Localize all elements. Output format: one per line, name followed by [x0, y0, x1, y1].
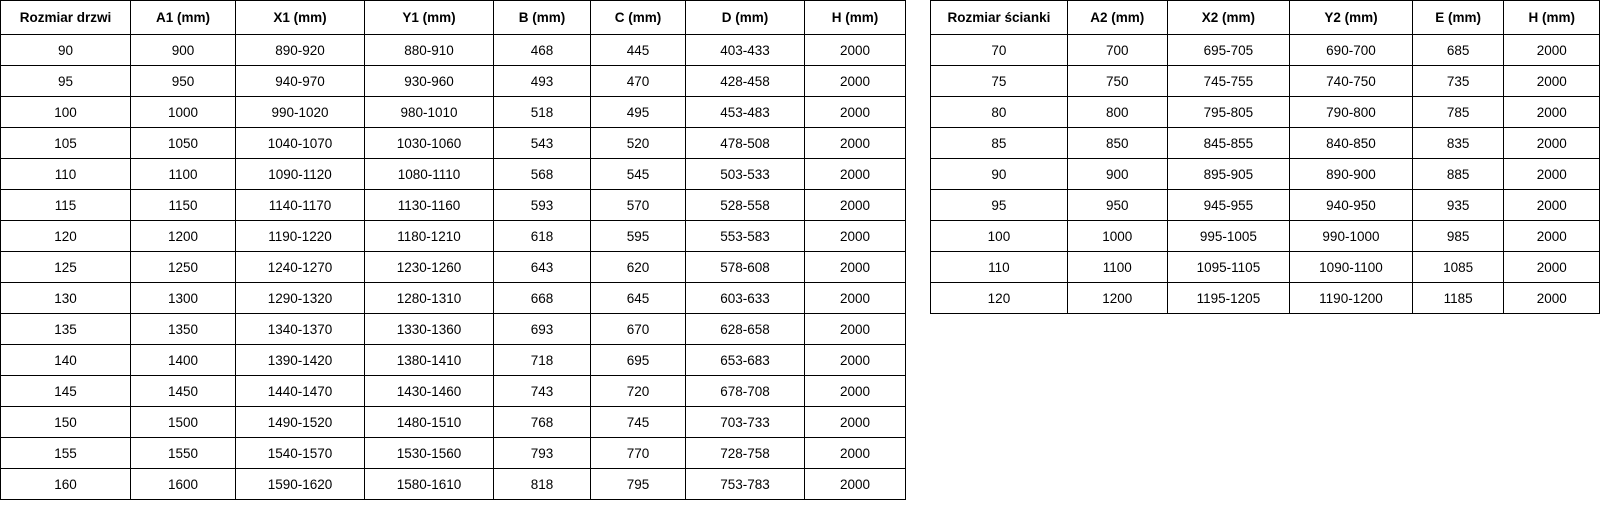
table-header-row [931, 1, 1600, 35]
table-cell: 1190-1220 [236, 221, 365, 252]
table-cell: 1290-1320 [236, 283, 365, 314]
table-cell: 693 [494, 314, 591, 345]
table-cell: 1085 [1412, 252, 1504, 283]
table-cell: 595 [591, 221, 686, 252]
table-cell: 145 [1, 376, 131, 407]
table-cell: 1590-1620 [236, 469, 365, 500]
table-cell: 885 [1412, 159, 1504, 190]
table-cell: 1030-1060 [365, 128, 494, 159]
table-cell: 1195-1205 [1167, 283, 1290, 314]
table-cell: 1000 [1067, 221, 1167, 252]
table-cell: 720 [591, 376, 686, 407]
table-cell: 995-1005 [1167, 221, 1290, 252]
table-row [1, 438, 906, 469]
table-cell: 2000 [805, 97, 906, 128]
table-cell: 593 [494, 190, 591, 221]
table-cell: 160 [1, 469, 131, 500]
table-row [1, 128, 906, 159]
table-cell: 785 [1412, 97, 1504, 128]
table-cell: 150 [1, 407, 131, 438]
table-row [931, 66, 1600, 97]
table-cell: 795 [591, 469, 686, 500]
table-row [1, 190, 906, 221]
table-cell: 1490-1520 [236, 407, 365, 438]
table-cell: 740-750 [1290, 66, 1413, 97]
table-cell: 900 [131, 35, 236, 66]
table-cell: 1350 [131, 314, 236, 345]
table-cell: 2000 [805, 35, 906, 66]
table-cell: 1200 [1067, 283, 1167, 314]
table-cell: 743 [494, 376, 591, 407]
table-cell: 1190-1200 [1290, 283, 1413, 314]
column-header: Y2 (mm) [1290, 1, 1413, 35]
table-cell: 790-800 [1290, 97, 1413, 128]
table-cell: 100 [931, 221, 1068, 252]
table-cell: 1280-1310 [365, 283, 494, 314]
table-cell: 940-950 [1290, 190, 1413, 221]
table-cell: 155 [1, 438, 131, 469]
table-cell: 728-758 [686, 438, 805, 469]
table-cell: 990-1000 [1290, 221, 1413, 252]
table-cell: 1550 [131, 438, 236, 469]
table-cell: 578-608 [686, 252, 805, 283]
table-cell: 1180-1210 [365, 221, 494, 252]
table-cell: 850 [1067, 128, 1167, 159]
table-cell: 1250 [131, 252, 236, 283]
table-cell: 1140-1170 [236, 190, 365, 221]
table-cell: 800 [1067, 97, 1167, 128]
table-cell: 518 [494, 97, 591, 128]
table-cell: 835 [1412, 128, 1504, 159]
table-cell: 125 [1, 252, 131, 283]
table-cell: 603-633 [686, 283, 805, 314]
table-cell: 428-458 [686, 66, 805, 97]
table-cell: 2000 [1504, 221, 1600, 252]
table-cell: 568 [494, 159, 591, 190]
table-row [1, 469, 906, 500]
table-cell: 895-905 [1167, 159, 1290, 190]
table-cell: 495 [591, 97, 686, 128]
table-cell: 453-483 [686, 97, 805, 128]
column-header: H (mm) [1504, 1, 1600, 35]
table-cell: 1440-1470 [236, 376, 365, 407]
table-row [931, 159, 1600, 190]
table-cell: 735 [1412, 66, 1504, 97]
table-row [1, 221, 906, 252]
table-row [1, 97, 906, 128]
table-cell: 543 [494, 128, 591, 159]
table-cell: 2000 [1504, 283, 1600, 314]
table-row [1, 345, 906, 376]
table-row [1, 407, 906, 438]
table-cell: 2000 [805, 345, 906, 376]
table-cell: 620 [591, 252, 686, 283]
table-cell: 695-705 [1167, 35, 1290, 66]
column-header: X2 (mm) [1167, 1, 1290, 35]
table-row [931, 252, 1600, 283]
column-header: A1 (mm) [131, 1, 236, 35]
walls-table-header [931, 1, 1600, 35]
table-cell: 1100 [131, 159, 236, 190]
table-cell: 445 [591, 35, 686, 66]
table-cell: 1390-1420 [236, 345, 365, 376]
table-cell: 880-910 [365, 35, 494, 66]
table-cell: 1580-1610 [365, 469, 494, 500]
table-cell: 1090-1100 [1290, 252, 1413, 283]
table-cell: 950 [1067, 190, 1167, 221]
column-header: Rozmiar ścianki [931, 1, 1068, 35]
doors-table-header [1, 1, 906, 35]
table-cell: 1330-1360 [365, 314, 494, 345]
column-header: Y1 (mm) [365, 1, 494, 35]
table-row [931, 128, 1600, 159]
table-cell: 503-533 [686, 159, 805, 190]
table-cell: 528-558 [686, 190, 805, 221]
table-cell: 618 [494, 221, 591, 252]
table-cell: 2000 [805, 283, 906, 314]
table-row [1, 159, 906, 190]
column-header: A2 (mm) [1067, 1, 1167, 35]
walls-table-body [931, 35, 1600, 314]
table-cell: 100 [1, 97, 131, 128]
table-cell: 985 [1412, 221, 1504, 252]
table-row [1, 283, 906, 314]
table-cell: 1185 [1412, 283, 1504, 314]
table-cell: 745 [591, 407, 686, 438]
table-cell: 940-970 [236, 66, 365, 97]
table-cell: 1240-1270 [236, 252, 365, 283]
table-cell: 1040-1070 [236, 128, 365, 159]
table-cell: 890-900 [1290, 159, 1413, 190]
table-cell: 930-960 [365, 66, 494, 97]
table-cell: 110 [1, 159, 131, 190]
table-cell: 2000 [805, 376, 906, 407]
table-cell: 2000 [805, 221, 906, 252]
table-cell: 768 [494, 407, 591, 438]
table-cell: 90 [931, 159, 1068, 190]
table-cell: 990-1020 [236, 97, 365, 128]
table-cell: 1150 [131, 190, 236, 221]
table-cell: 628-658 [686, 314, 805, 345]
table-row [931, 283, 1600, 314]
table-cell: 890-920 [236, 35, 365, 66]
table-cell: 1340-1370 [236, 314, 365, 345]
table-cell: 110 [931, 252, 1068, 283]
table-cell: 1000 [131, 97, 236, 128]
table-cell: 745-755 [1167, 66, 1290, 97]
table-cell: 1080-1110 [365, 159, 494, 190]
table-cell: 2000 [805, 190, 906, 221]
table-cell: 935 [1412, 190, 1504, 221]
table-cell: 2000 [805, 159, 906, 190]
table-cell: 1300 [131, 283, 236, 314]
table-cell: 2000 [1504, 190, 1600, 221]
table-cell: 695 [591, 345, 686, 376]
walls-dimensions-table [930, 0, 1600, 314]
table-cell: 1530-1560 [365, 438, 494, 469]
table-cell: 1200 [131, 221, 236, 252]
table-cell: 478-508 [686, 128, 805, 159]
table-cell: 653-683 [686, 345, 805, 376]
table-cell: 840-850 [1290, 128, 1413, 159]
table-cell: 793 [494, 438, 591, 469]
table-row [1, 252, 906, 283]
table-cell: 2000 [805, 438, 906, 469]
table-header-row [1, 1, 906, 35]
column-header: E (mm) [1412, 1, 1504, 35]
table-cell: 718 [494, 345, 591, 376]
table-cell: 945-955 [1167, 190, 1290, 221]
table-cell: 553-583 [686, 221, 805, 252]
table-cell: 818 [494, 469, 591, 500]
table-cell: 1400 [131, 345, 236, 376]
table-cell: 753-783 [686, 469, 805, 500]
doors-table-body [1, 35, 906, 500]
table-cell: 140 [1, 345, 131, 376]
table-cell: 2000 [1504, 159, 1600, 190]
table-cell: 2000 [805, 252, 906, 283]
column-header: B (mm) [494, 1, 591, 35]
column-header: D (mm) [686, 1, 805, 35]
table-cell: 2000 [1504, 97, 1600, 128]
table-cell: 1090-1120 [236, 159, 365, 190]
table-cell: 80 [931, 97, 1068, 128]
table-cell: 750 [1067, 66, 1167, 97]
table-cell: 690-700 [1290, 35, 1413, 66]
table-cell: 2000 [805, 66, 906, 97]
table-cell: 1430-1460 [365, 376, 494, 407]
table-row [931, 97, 1600, 128]
table-cell: 520 [591, 128, 686, 159]
table-cell: 75 [931, 66, 1068, 97]
table-cell: 700 [1067, 35, 1167, 66]
table-cell: 545 [591, 159, 686, 190]
table-cell: 1540-1570 [236, 438, 365, 469]
table-cell: 493 [494, 66, 591, 97]
table-cell: 685 [1412, 35, 1504, 66]
table-cell: 135 [1, 314, 131, 345]
column-header: H (mm) [805, 1, 906, 35]
table-row [1, 376, 906, 407]
table-cell: 1130-1160 [365, 190, 494, 221]
table-cell: 643 [494, 252, 591, 283]
table-cell: 2000 [1504, 66, 1600, 97]
column-header: X1 (mm) [236, 1, 365, 35]
table-cell: 668 [494, 283, 591, 314]
table-cell: 670 [591, 314, 686, 345]
table-cell: 120 [1, 221, 131, 252]
table-cell: 470 [591, 66, 686, 97]
table-row [1, 66, 906, 97]
table-cell: 1480-1510 [365, 407, 494, 438]
table-cell: 1050 [131, 128, 236, 159]
table-cell: 95 [1, 66, 131, 97]
table-row [1, 35, 906, 66]
table-cell: 1380-1410 [365, 345, 494, 376]
table-cell: 2000 [805, 314, 906, 345]
table-cell: 2000 [805, 128, 906, 159]
column-header: C (mm) [591, 1, 686, 35]
table-cell: 2000 [1504, 35, 1600, 66]
table-cell: 795-805 [1167, 97, 1290, 128]
table-cell: 2000 [805, 469, 906, 500]
table-cell: 770 [591, 438, 686, 469]
table-cell: 703-733 [686, 407, 805, 438]
table-cell: 403-433 [686, 35, 805, 66]
table-cell: 678-708 [686, 376, 805, 407]
table-cell: 845-855 [1167, 128, 1290, 159]
table-row [931, 35, 1600, 66]
table-cell: 1095-1105 [1167, 252, 1290, 283]
table-cell: 1500 [131, 407, 236, 438]
table-cell: 85 [931, 128, 1068, 159]
table-cell: 90 [1, 35, 131, 66]
table-cell: 130 [1, 283, 131, 314]
table-cell: 645 [591, 283, 686, 314]
table-cell: 1230-1260 [365, 252, 494, 283]
table-row [931, 221, 1600, 252]
table-cell: 1100 [1067, 252, 1167, 283]
table-cell: 1450 [131, 376, 236, 407]
table-cell: 105 [1, 128, 131, 159]
table-cell: 120 [931, 283, 1068, 314]
table-cell: 950 [131, 66, 236, 97]
table-cell: 468 [494, 35, 591, 66]
table-cell: 900 [1067, 159, 1167, 190]
column-header: Rozmiar drzwi [1, 1, 131, 35]
table-cell: 2000 [1504, 252, 1600, 283]
table-cell: 95 [931, 190, 1068, 221]
table-cell: 70 [931, 35, 1068, 66]
table-cell: 570 [591, 190, 686, 221]
table-row [931, 190, 1600, 221]
table-cell: 980-1010 [365, 97, 494, 128]
table-cell: 115 [1, 190, 131, 221]
table-cell: 2000 [805, 407, 906, 438]
table-cell: 2000 [1504, 128, 1600, 159]
walls-dimensions-table-container [930, 0, 1600, 314]
table-cell: 1600 [131, 469, 236, 500]
table-row [1, 314, 906, 345]
